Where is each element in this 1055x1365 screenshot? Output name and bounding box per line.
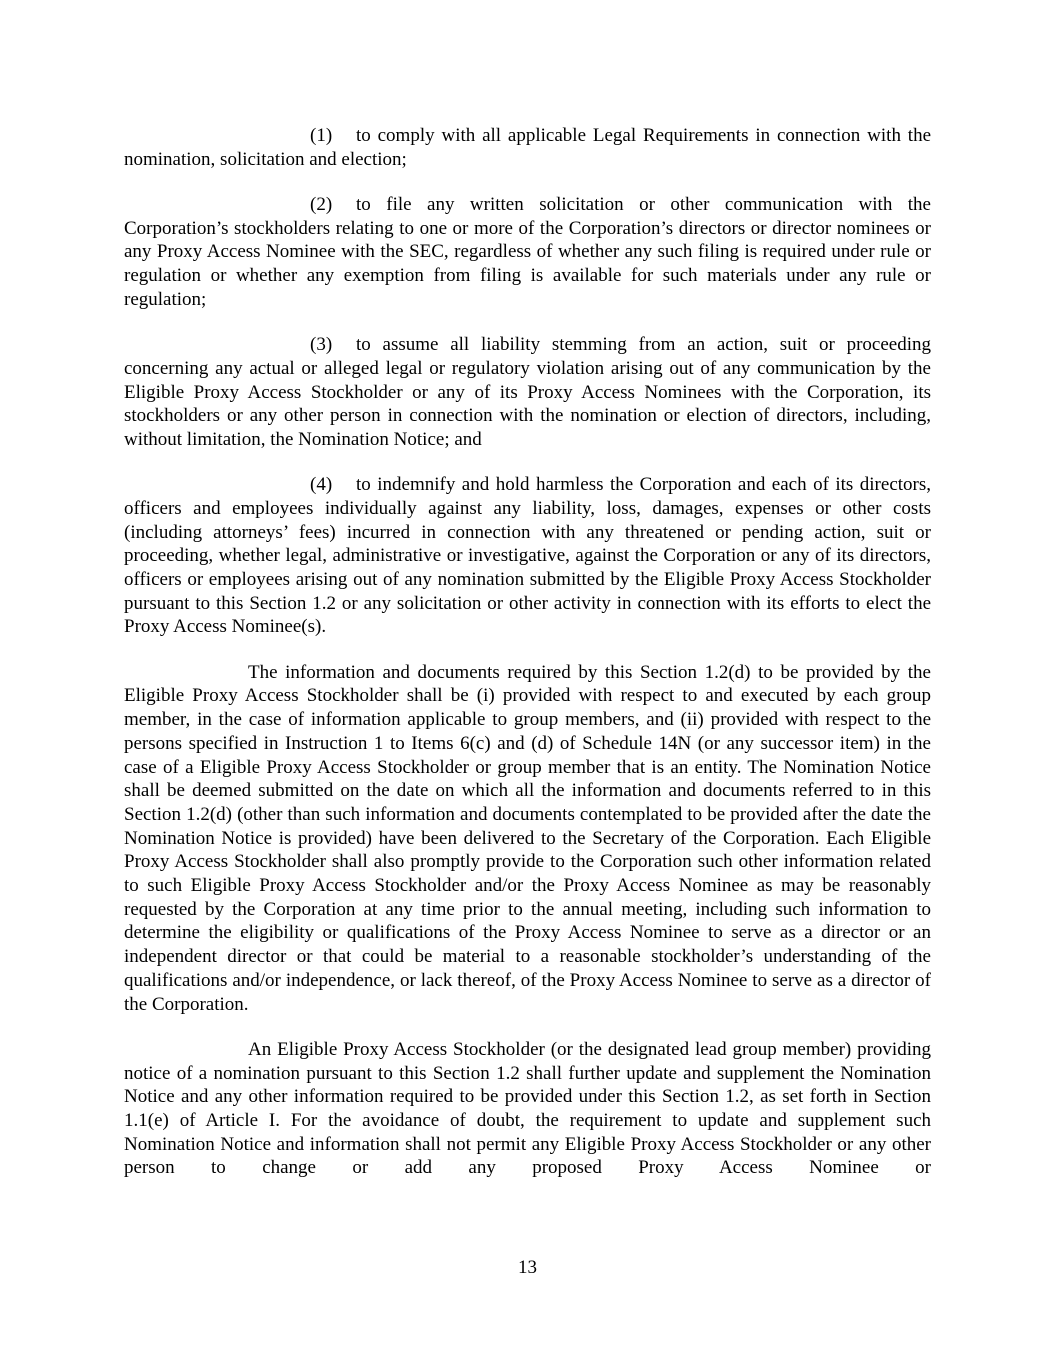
item-text-3: to assume all liability stemming from an action, suit or proceeding concerning any actual or alleged legal or regulatory violation arising out of any communication by the Eligible Proxy Access Stockholder or any of its Proxy Access Nominees with the Corporation, its stockholders or any other person in connection with the nomination or election of directors, including, without limitation, the Nomination Notice; and [124, 334, 931, 450]
item-number-4: (4) [310, 474, 333, 496]
page-number: 13 [518, 1257, 537, 1278]
body-paragraph-1: The information and documents required by this Section 1.2(d) to be provided by the Eligible Proxy Access Stockholder shall be (i) provided with respect to and executed by each group member, in the case of information applicable to group members, and (ii) provided with respect to the persons specified in Instruction 1 to Items 6(c) and (d) of Schedule 14N (or any successor item) in the case of a Eligible Proxy Access Stockholder or group member that is an entity. The Nomination Notice shall be deemed submitted on the date on which all the information and documents referred to in this Section 1.2(d) (other than such information and documents contemplated to be provided after the date the Nomination Notice is provided) have been delivered to the Secretary of the Corporation. Each Eligible Proxy Access Stockholder shall also promptly provide to the Corporation such other information related to such Eligible Proxy Access Stockholder and/or the Proxy Access Nominee as may be reasonably requested by the Corporation at any time prior to the annual meeting, including such information to determine the eligibility or qualifications of the Proxy Access Nominee to serve as a director or an independent director or that could be material to a reasonable stockholder’s understanding of the qualifications and/or independence, or lack thereof, of the Proxy Access Nominee to serve as a director of the Corporation. [124, 661, 931, 1015]
list-item-4 [124, 473, 931, 639]
item-text-1: to comply with all applicable Legal Requirements in connection with the nomination, solicitation and election; [124, 125, 931, 170]
item-text-2: to file any written solicitation or other communication with the Corporation’s stockholders relating to one or more of the Corporation’s directors or director nominees or any Proxy Access Nominee with the SEC, regardless of whether any such filing is required under rule or regulation or whether any exemption from filing is available for such materials under any rule or regulation; [124, 194, 931, 310]
item-number-3: (3) [310, 334, 333, 356]
list-item-2 [124, 193, 931, 312]
list-item-3 [124, 333, 931, 452]
document-page [124, 124, 931, 1202]
item-text-4: to indemnify and hold harmless the Corporation and each of its directors, officers and employees individually against any liability, loss, damages, expenses or other costs (including attorneys’ fees) incurred in connection with any threatened or pending action, suit or proceeding, whether legal, administrative or investigative, against the Corporation or any of its directors, officers or employees arising out of any nomination submitted by the Eligible Proxy Access Stockholder pursuant to this Section 1.2 or any solicitation or other activity in connection with its efforts to elect the Proxy Access Nominee(s). [124, 474, 931, 638]
body-paragraph-2: An Eligible Proxy Access Stockholder (or the designated lead group member) providing notice of a nomination pursuant to this Section 1.2 shall further update and supplement the Nomination Notice and any other information required to be provided under this Section 1.2, as set forth in Section 1.1(e) of Article I. For the avoidance of doubt, the requirement to update and supplement such Nomination Notice and information shall not permit any Eligible Proxy Access Stockholder or any other person to change or add any proposed Proxy Access Nominee or [124, 1038, 931, 1179]
item-number-1: (1) [310, 125, 333, 146]
item-number-2: (2) [310, 194, 333, 215]
list-item-1 [124, 124, 931, 171]
